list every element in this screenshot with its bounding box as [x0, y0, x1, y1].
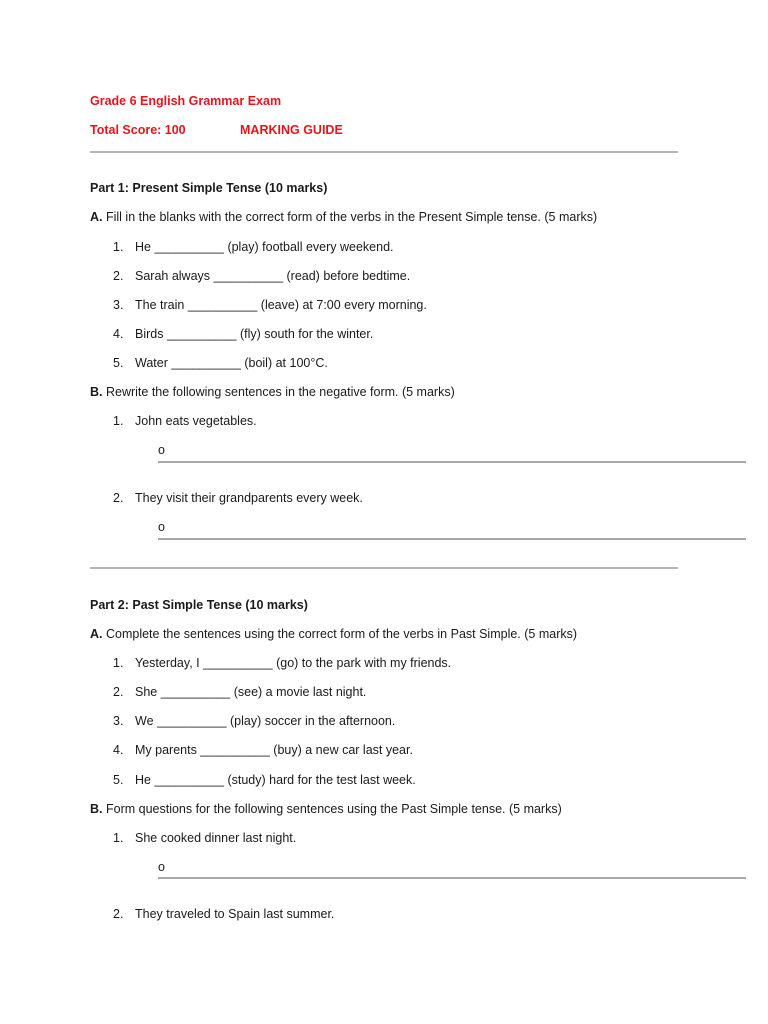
marking-guide-label: MARKING GUIDE — [240, 123, 343, 137]
item-number: 1. — [113, 414, 124, 428]
item-text: He __________ (study) hard for the test last week. — [135, 773, 416, 787]
part2-heading: Part 2: Past Simple Tense (10 marks) — [90, 598, 308, 612]
section-label: A. — [90, 627, 103, 641]
item-number: 1. — [113, 831, 124, 845]
item-text: We __________ (play) soccer in the afternoon. — [135, 714, 396, 728]
item-text: He __________ (play) football every weekend. — [135, 240, 394, 254]
item-number: 1. — [113, 656, 124, 670]
item-text: Water __________ (boil) at 100°C. — [135, 356, 328, 370]
item-number: 3. — [113, 298, 124, 312]
item-number: 5. — [113, 773, 124, 787]
item-text: They traveled to Spain last summer. — [135, 907, 335, 921]
divider — [90, 151, 678, 153]
item-number: 1. — [113, 240, 124, 254]
item-text: Sarah always __________ (read) before bedtime. — [135, 269, 411, 283]
divider — [90, 567, 678, 569]
item-number: 2. — [113, 491, 124, 505]
part2-b-instruction — [90, 802, 562, 816]
part1-a-instruction — [90, 210, 597, 224]
item-text: John eats vegetables. — [135, 414, 257, 428]
exam-title: Grade 6 English Grammar Exam — [90, 94, 282, 108]
answer-bullet: o — [158, 443, 165, 457]
instruction-text: Rewrite the following sentences in the negative form. (5 marks) — [105, 385, 455, 399]
item-text: Birds __________ (fly) south for the winter. — [135, 327, 374, 341]
item-number: 5. — [113, 356, 124, 370]
answer-line[interactable] — [158, 461, 746, 463]
section-label: B. — [90, 802, 103, 816]
answer-bullet: o — [158, 520, 165, 534]
total-score: Total Score: 100 — [90, 123, 186, 137]
section-label: B. — [90, 385, 103, 399]
item-number: 2. — [113, 269, 124, 283]
item-number: 4. — [113, 327, 124, 341]
item-text: The train __________ (leave) at 7:00 every morning. — [135, 298, 427, 312]
item-text: My parents __________ (buy) a new car last year. — [135, 743, 413, 757]
item-number: 3. — [113, 714, 124, 728]
answer-line[interactable] — [158, 877, 746, 879]
part1-heading: Part 1: Present Simple Tense (10 marks) — [90, 181, 328, 195]
item-text: Yesterday, I __________ (go) to the park with my friends. — [135, 656, 452, 670]
section-label: A. — [90, 210, 103, 224]
item-number: 2. — [113, 685, 124, 699]
instruction-text: Fill in the blanks with the correct form of the verbs in the Present Simple tense. (5 marks) — [105, 210, 598, 224]
answer-line[interactable] — [158, 538, 746, 540]
part2-a-instruction — [90, 627, 577, 641]
instruction-text: Complete the sentences using the correct form of the verbs in Past Simple. (5 marks) — [105, 627, 578, 641]
item-text: She __________ (see) a movie last night. — [135, 685, 367, 699]
answer-bullet: o — [158, 860, 165, 874]
instruction-text: Form questions for the following sentences using the Past Simple tense. (5 marks) — [105, 802, 562, 816]
item-number: 2. — [113, 907, 124, 921]
item-text: They visit their grandparents every week. — [135, 491, 363, 505]
part1-b-instruction — [90, 385, 455, 399]
item-number: 4. — [113, 743, 124, 757]
item-text: She cooked dinner last night. — [135, 831, 297, 845]
